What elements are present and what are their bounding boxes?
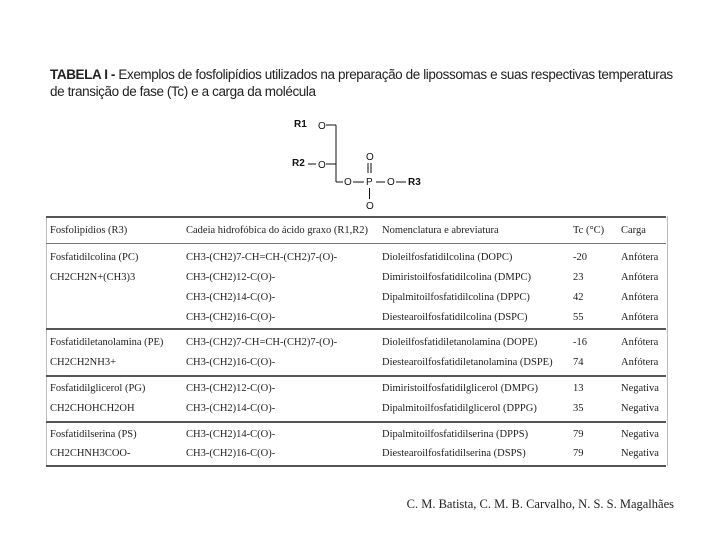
row-9-name: Diestearoilfosfatidilserina (DSPS) [382,448,526,459]
row-5-charge: Anfótera [621,357,659,368]
row-4-charge: Anfótera [621,337,659,348]
row-3-charge: Anfótera [621,312,659,323]
credit-authors: C. M. Batista, C. M. B. Carvalho, N. S. S. Magalhães [406,497,674,511]
structure-r3: R3 [408,177,421,188]
row-4-name: Dioleilfosfatidiletanolamina (DOPE) [382,337,538,348]
structure-o2: O [318,160,326,171]
row-4-phospholipid: Fosfatidiletanolamina (PE) [50,337,164,348]
row-0-name: Dioleilfosfatidilcolina (DOPC) [382,252,513,263]
structure-r1: R1 [294,119,307,130]
header-tc: Tc (°C) [573,225,605,236]
header-chain: Cadeia hidrofóbica do ácido graxo (R1,R2) [186,225,368,236]
structure-o-right: O [387,177,395,188]
table-caption [50,66,680,100]
row-7-phospholipid: CH2CHOHCH2OH [50,403,135,414]
row-0-tc: -20 [573,252,587,263]
row-7-name: Dipalmitoilfosfatidilglicerol (DPPG) [382,403,537,414]
structure-r2: R2 [292,158,305,169]
row-9-tc: 79 [573,448,584,459]
row-6-tc: 13 [573,383,584,394]
row-0-charge: Anfótera [621,252,659,263]
row-0-chain: CH3-(CH2)7-CH=CH-(CH2)7-(O)- [186,252,338,263]
caption-text: Exemplos de fosfolipídios utilizados na preparação de lipossomas e suas respectivas temperaturas de transição de fase (Tc) e a carga da molécula [50,67,673,99]
row-7-charge: Negativa [621,403,659,414]
row-2-name: Dipalmitoilfosfatidilcolina (DPPC) [382,292,530,303]
row-7-chain: CH3-(CH2)14-C(O)- [186,403,276,414]
row-2-charge: Anfótera [621,292,659,303]
group-rule-pg [46,375,666,377]
row-9-phospholipid: CH2CHNH3COO- [50,448,131,459]
row-9-charge: Negativa [621,448,659,459]
header-nomenclature: Nomenclatura e abreviatura [382,225,499,236]
row-9-chain: CH3-(CH2)16-C(O)- [186,448,276,459]
row-8-name: Dipalmitoilfosfatidilserina (DPPS) [382,429,529,440]
row-8-tc: 79 [573,429,584,440]
row-4-tc: -16 [573,337,587,348]
row-6-charge: Negativa [621,383,659,394]
row-6-phospholipid: Fosfatidilglicerol (PG) [50,383,146,394]
row-1-charge: Anfótera [621,272,659,283]
row-6-name: Dimiristoilfosfatidilglicerol (DMPG) [382,383,539,394]
row-5-name: Diestearoilfosfatidiletanolamina (DSPE) [382,357,553,368]
phospholipid-structure [280,112,430,212]
row-2-tc: 42 [573,292,584,303]
row-1-tc: 23 [573,272,584,283]
table-bottom-rule [46,465,666,467]
table-top-rule [46,216,666,218]
row-3-name: Diestearoilfosfatidilcolina (DSPC) [382,312,528,323]
structure-p: P [366,177,373,188]
structure-o-top: O [366,152,374,163]
row-6-chain: CH3-(CH2)12-C(O)- [186,383,276,394]
row-4-chain: CH3-(CH2)7-CH=CH-(CH2)7-(O)- [186,337,338,348]
row-8-phospholipid: Fosfatidilserina (PS) [50,429,137,440]
row-5-tc: 74 [573,357,584,368]
structure-o-bottom: O [366,201,374,212]
row-7-tc: 35 [573,403,584,414]
row-0-phospholipid: Fosfatidilcolina (PC) [50,252,139,263]
structure-o-left: O [344,177,352,188]
row-1-chain: CH3-(CH2)12-C(O)- [186,272,276,283]
header-rule [46,243,666,244]
row-5-chain: CH3-(CH2)16-C(O)- [186,357,276,368]
row-1-name: Dimiristoilfosfatidilcolina (DMPC) [382,272,532,283]
row-2-chain: CH3-(CH2)14-C(O)- [186,292,276,303]
row-8-charge: Negativa [621,429,659,440]
row-8-chain: CH3-(CH2)14-C(O)- [186,429,276,440]
row-1-phospholipid: CH2CH2N+(CH3)3 [50,272,136,283]
row-5-phospholipid: CH2CH2NH3+ [50,357,117,368]
group-rule-ps [46,421,666,423]
row-3-chain: CH3-(CH2)16-C(O)- [186,312,276,323]
structure-o1: O [318,121,326,132]
row-3-tc: 55 [573,312,584,323]
caption-label: TABELA I - [50,67,115,82]
header-charge: Carga [621,225,646,236]
group-rule-pe [46,328,666,330]
header-phospholipid: Fosfolipídios (R3) [50,225,128,236]
